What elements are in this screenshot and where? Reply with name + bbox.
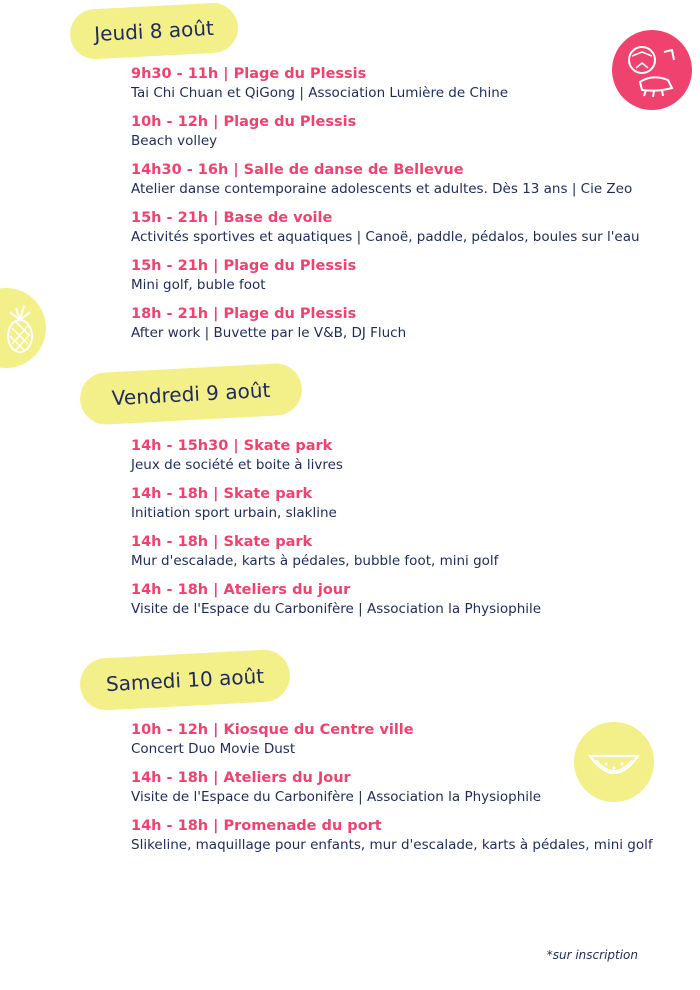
event-item — [131, 769, 653, 807]
event-time-location: 14h30 - 16h | Salle de danse de Bellevue — [131, 162, 464, 178]
footnote: *sur inscription — [546, 948, 638, 962]
event-item — [131, 817, 653, 855]
event-description: Concert Duo Movie Dust — [131, 741, 296, 757]
event-time-location: 10h - 12h | Plage du Plessis — [131, 114, 357, 130]
event-time-location: 15h - 21h | Plage du Plessis — [131, 258, 357, 274]
event-time-location: 14h - 15h30 | Skate park — [131, 438, 333, 454]
day-heading-vendredi — [79, 362, 303, 426]
event-item — [131, 209, 640, 247]
event-description: Jeux de société et boite à livres — [131, 457, 343, 473]
event-time-location: 18h - 21h | Plage du Plessis — [131, 306, 357, 322]
event-item — [131, 305, 640, 343]
event-item — [131, 437, 541, 475]
event-time-location: 10h - 12h | Kiosque du Centre ville — [131, 722, 414, 738]
event-item — [131, 65, 640, 103]
event-time-location: 9h30 - 11h | Plage du Plessis — [131, 66, 367, 82]
pineapple-icon — [0, 288, 46, 368]
event-description: Visite de l'Espace du Carbonifère | Association la Physiophile — [131, 789, 542, 805]
event-description: Visite de l'Espace du Carbonifère | Association la Physiophile — [131, 601, 542, 617]
day-heading-samedi — [79, 649, 291, 712]
day-title: Vendredi 9 août — [111, 377, 271, 411]
event-item — [131, 161, 640, 199]
event-time-location: 14h - 18h | Ateliers du Jour — [131, 770, 351, 786]
event-description: Tai Chi Chuan et QiGong | Association Lumière de Chine — [131, 85, 509, 101]
event-item — [131, 257, 640, 295]
event-item — [131, 721, 653, 759]
event-description: Initiation sport urbain, slakline — [131, 505, 337, 521]
event-time-location: 14h - 18h | Ateliers du jour — [131, 582, 351, 598]
event-description: Slikeline, maquillage pour enfants, mur d'escalade, karts à pédales, mini golf — [131, 837, 653, 853]
day-title: Jeudi 8 août — [93, 15, 215, 47]
day-schedule-samedi — [131, 721, 653, 865]
event-description: Atelier danse contemporaine adolescents et adultes. Dès 13 ans | Cie Zeo — [131, 181, 633, 197]
event-time-location: 14h - 18h | Promenade du port — [131, 818, 382, 834]
event-description: Mini golf, buble foot — [131, 277, 266, 293]
event-description: After work | Buvette par le V&B, DJ Fluch — [131, 325, 407, 341]
event-item — [131, 485, 541, 523]
event-time-location: 14h - 18h | Skate park — [131, 534, 313, 550]
event-description: Activités sportives et aquatiques | Canoë, paddle, pédalos, boules sur l'eau — [131, 229, 640, 245]
event-description: Mur d'escalade, karts à pédales, bubble foot, mini golf — [131, 553, 499, 569]
day-schedule-jeudi — [131, 65, 640, 353]
day-title: Samedi 10 août — [105, 663, 265, 697]
event-description: Beach volley — [131, 133, 218, 149]
event-item — [131, 113, 640, 151]
event-time-location: 14h - 18h | Skate park — [131, 486, 313, 502]
day-heading-jeudi — [69, 2, 239, 61]
event-item — [131, 581, 541, 619]
event-item — [131, 533, 541, 571]
day-schedule-vendredi — [131, 437, 541, 629]
event-time-location: 15h - 21h | Base de voile — [131, 210, 333, 226]
